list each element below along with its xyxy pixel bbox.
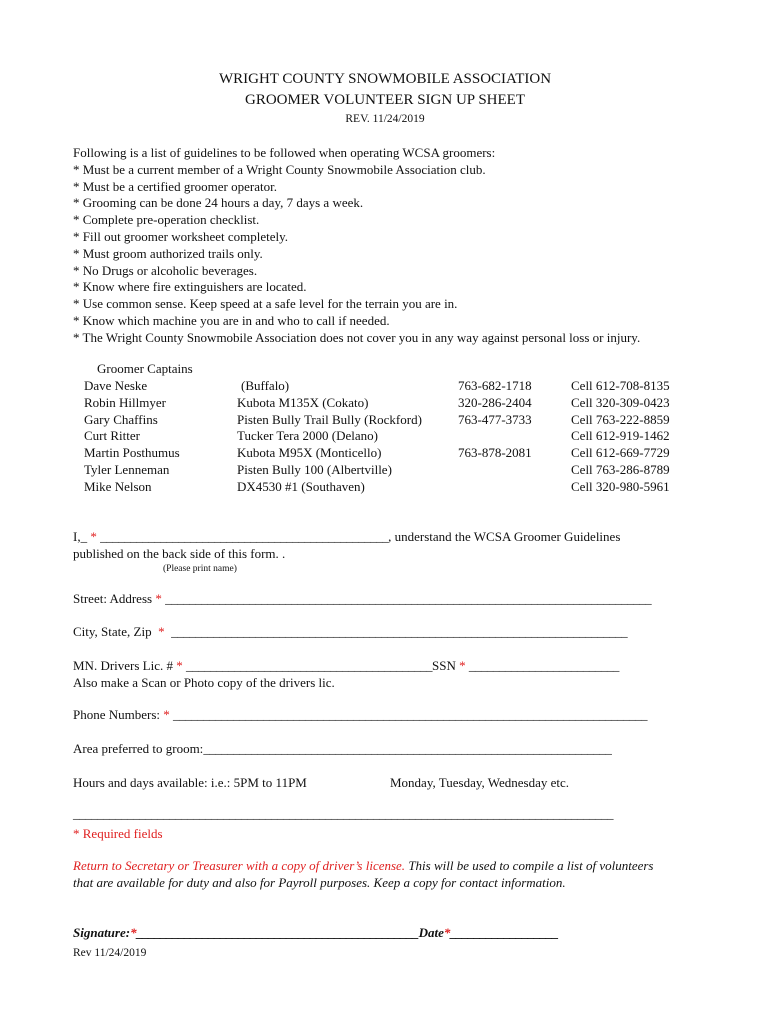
phone-row bbox=[73, 707, 647, 724]
phone-field[interactable]: _______________________________________________________________________________ bbox=[173, 707, 648, 722]
required-marker: * bbox=[158, 624, 165, 639]
captain-cell: Cell 763-286-8789 bbox=[571, 461, 670, 477]
captain-phone: 763-477-3733 bbox=[458, 411, 532, 427]
guideline-item: * Must groom authorized trails only. bbox=[73, 245, 263, 261]
captain-machines-column bbox=[237, 378, 422, 496]
required-marker: * bbox=[130, 925, 137, 940]
captain-machine: Pisten Bully Trail Bully (Rockford) bbox=[237, 411, 422, 427]
date-field[interactable]: __________________ bbox=[450, 925, 559, 940]
signature-label: Signature: bbox=[73, 925, 131, 940]
captain-cell: Cell 320-309-0423 bbox=[571, 394, 670, 410]
city-row bbox=[73, 624, 627, 641]
city-label: City, State, Zip bbox=[73, 624, 152, 639]
captain-machine: Kubota M135X (Cokato) bbox=[237, 394, 369, 410]
hours-field[interactable]: __________________________________________________________________________________________ bbox=[73, 806, 613, 821]
name-prefix: I,_ bbox=[73, 529, 88, 544]
license-label: MN. Drivers Lic. # bbox=[73, 658, 174, 673]
captain-phone bbox=[458, 479, 532, 496]
captain-cell: Cell 320-980-5961 bbox=[571, 478, 670, 494]
captain-cells-column bbox=[571, 378, 670, 496]
captain-name: Gary Chaffins bbox=[84, 411, 158, 427]
guideline-item: * Know where fire extinguishers are located. bbox=[73, 279, 307, 295]
guideline-item: * The Wright County Snowmobile Association does not cover you in any way against personal loss or injury. bbox=[73, 329, 641, 345]
captains-heading: Groomer Captains bbox=[97, 361, 193, 376]
guideline-item: * Must be a certified groomer operator. bbox=[73, 178, 277, 194]
captain-phone: 763-682-1718 bbox=[458, 378, 532, 393]
area-row bbox=[73, 741, 611, 758]
captain-names-column bbox=[84, 378, 180, 496]
signature-field[interactable]: _______________________________________________ bbox=[136, 925, 419, 940]
return-instructions-2: that are available for duty and also for Payroll purposes. Keep a copy for contact information. bbox=[73, 875, 566, 890]
name-acknowledgement bbox=[73, 529, 620, 546]
guideline-item: * Must be a current member of a Wright County Snowmobile Association club. bbox=[73, 161, 486, 177]
area-label: Area preferred to groom: bbox=[73, 741, 204, 756]
guidelines-intro: Following is a list of guidelines to be followed when operating WCSA groomers: bbox=[73, 145, 496, 160]
guideline-item: * Use common sense. Keep speed at a safe level for the terrain you are in. bbox=[73, 296, 458, 312]
name-field[interactable]: ________________________________________________ bbox=[100, 529, 389, 544]
captain-phone: 763-878-2081 bbox=[458, 445, 532, 461]
days-example: Monday, Tuesday, Wednesday etc. bbox=[390, 775, 570, 790]
captain-cell: Cell 612-919-1462 bbox=[571, 428, 670, 444]
captain-phone bbox=[458, 428, 532, 445]
street-label: Street: Address bbox=[73, 591, 153, 606]
print-name-hint: (Please print name) bbox=[163, 564, 237, 574]
street-row bbox=[73, 591, 651, 608]
phone-label: Phone Numbers: bbox=[73, 707, 161, 722]
revision-date: REV. 11/24/2019 bbox=[345, 113, 425, 125]
captain-name: Dave Neske bbox=[84, 378, 148, 393]
captain-name: Robin Hillmyer bbox=[84, 394, 166, 410]
captain-name: Curt Ritter bbox=[84, 428, 140, 444]
guideline-item: * Complete pre-operation checklist. bbox=[73, 212, 260, 228]
license-row bbox=[73, 658, 619, 675]
captain-cell: Cell 612-669-7729 bbox=[571, 445, 670, 461]
captain-cell: Cell 763-222-8859 bbox=[571, 411, 670, 427]
org-title: WRIGHT COUNTY SNOWMOBILE ASSOCIATION bbox=[218, 71, 552, 87]
acknowledgement-text: , understand the WCSA Groomer Guidelines bbox=[388, 529, 621, 544]
guidelines-list bbox=[73, 145, 640, 347]
captain-phone bbox=[458, 462, 532, 479]
captain-name: Martin Posthumus bbox=[84, 445, 180, 461]
license-copy-note: Also make a Scan or Photo copy of the drivers lic. bbox=[73, 675, 335, 690]
captain-cell: Cell 612-708-8135 bbox=[571, 378, 670, 393]
city-field[interactable]: ____________________________________________________________________________ bbox=[171, 624, 628, 639]
ssn-label: SSN bbox=[432, 658, 456, 673]
guideline-item: * Fill out groomer worksheet completely. bbox=[73, 228, 289, 244]
required-fields-note: * Required fields bbox=[73, 826, 163, 841]
license-field[interactable]: _________________________________________ bbox=[186, 658, 433, 673]
acknowledgement-text-2: published on the back side of this form. . bbox=[73, 546, 286, 561]
return-instructions-red: Return to Secretary or Treasurer with a copy of driver’s license. bbox=[73, 858, 406, 873]
sheet-title: GROOMER VOLUNTEER SIGN UP SHEET bbox=[244, 92, 525, 108]
required-marker: * bbox=[90, 529, 97, 544]
street-field[interactable]: _________________________________________________________________________________ bbox=[165, 591, 652, 606]
captain-machine: Tucker Tera 2000 (Delano) bbox=[237, 428, 378, 444]
area-field[interactable]: ____________________________________________________________________ bbox=[203, 741, 612, 756]
captain-machine: Pisten Bully 100 (Albertville) bbox=[237, 461, 392, 477]
captain-machine: DX4530 #1 (Southaven) bbox=[237, 478, 365, 494]
captain-machine: (Buffalo) bbox=[241, 378, 290, 393]
hours-label: Hours and days available: i.e.: 5PM to 11PM bbox=[73, 775, 307, 790]
captain-machine: Kubota M95X (Monticello) bbox=[237, 445, 382, 461]
footer-revision: Rev 11/24/2019 bbox=[73, 947, 147, 959]
return-instructions bbox=[73, 858, 654, 875]
required-marker: * bbox=[155, 591, 162, 606]
guideline-item: * Grooming can be done 24 hours a day, 7 days a week. bbox=[73, 195, 364, 211]
captain-phone: 320-286-2404 bbox=[458, 394, 532, 410]
date-label: Date bbox=[418, 925, 444, 940]
captain-name: Mike Nelson bbox=[84, 478, 152, 494]
captain-phones-column bbox=[458, 378, 532, 496]
required-marker: * bbox=[176, 658, 183, 673]
required-marker: * bbox=[459, 658, 466, 673]
required-marker: * bbox=[443, 925, 451, 940]
captain-name: Tyler Lenneman bbox=[84, 461, 170, 477]
guideline-item: * No Drugs or alcoholic beverages. bbox=[73, 262, 258, 278]
ssn-field[interactable]: _________________________ bbox=[468, 658, 619, 673]
required-marker: * bbox=[163, 707, 170, 722]
guideline-item: * Know which machine you are in and who to call if needed. bbox=[73, 312, 390, 328]
signature-row bbox=[73, 925, 558, 942]
return-instructions-black: This will be used to compile a list of volunteers bbox=[405, 858, 654, 873]
